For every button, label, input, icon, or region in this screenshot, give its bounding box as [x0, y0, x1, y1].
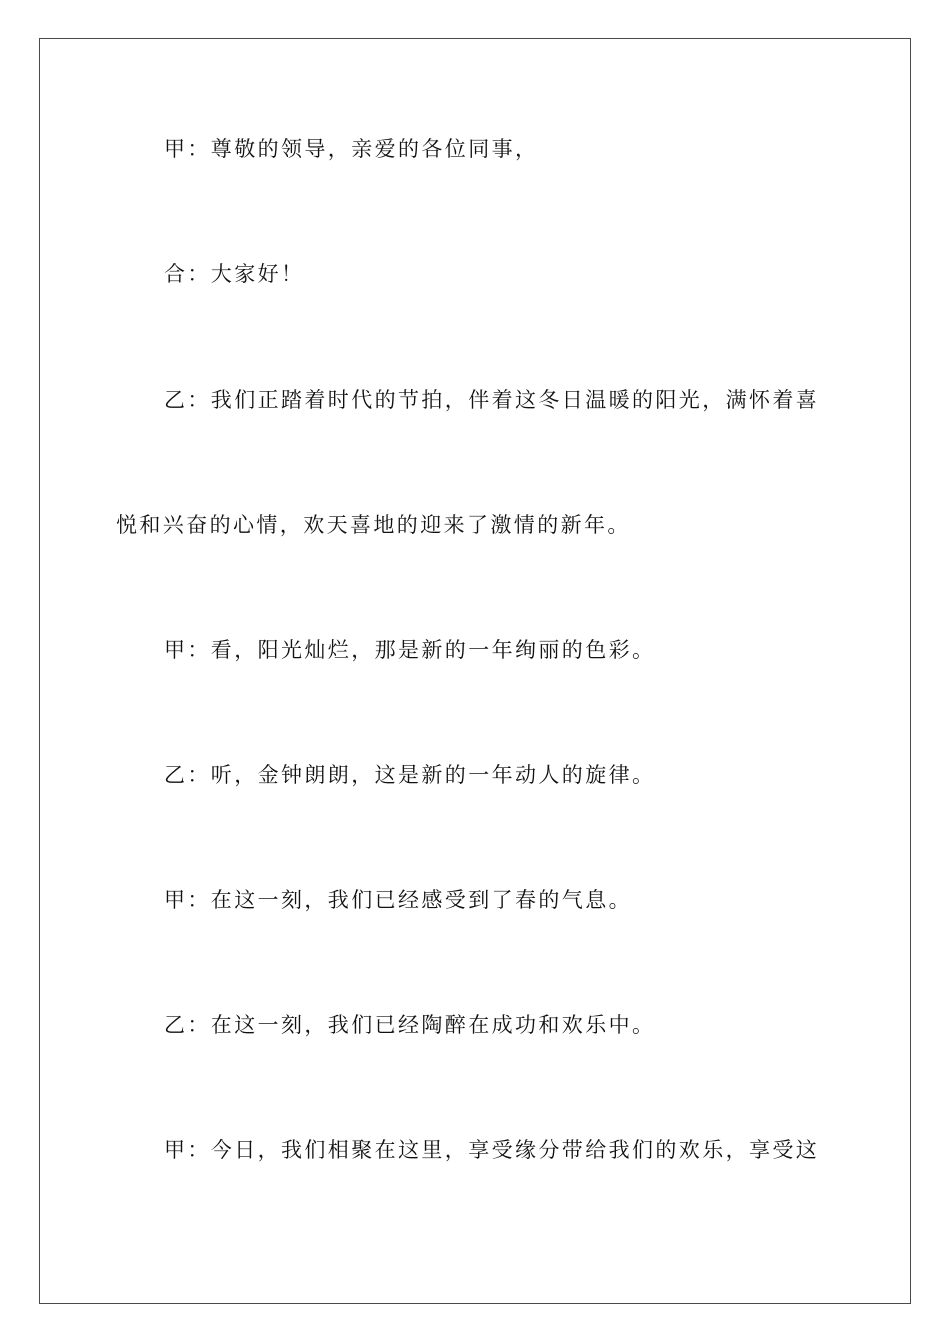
script-line-jia-gathering: 甲：今日，我们相聚在这里，享受缘分带给我们的欢乐，享受这: [164, 1138, 820, 1162]
script-line-he-hello: 合：大家好！: [164, 262, 305, 286]
script-line-jia-greeting: 甲：尊敬的领导，亲爱的各位同事，: [164, 137, 539, 161]
script-line-yi-success: 乙：在这一刻，我们已经陶醉在成功和欢乐中。: [164, 1013, 656, 1037]
script-line-yi-bell: 乙：听，金钟朗朗，这是新的一年动人的旋律。: [164, 763, 656, 787]
script-line-jia-sunshine: 甲：看，阳光灿烂，那是新的一年绚丽的色彩。: [164, 638, 656, 662]
page-border: [39, 38, 911, 1304]
script-line-yi-intro: 乙：我们正踏着时代的节拍，伴着这冬日温暖的阳光，满怀着喜: [164, 388, 820, 412]
script-line-yi-intro-continued: 悦和兴奋的心情，欢天喜地的迎来了激情的新年。: [116, 513, 631, 537]
script-line-jia-spring: 甲：在这一刻，我们已经感受到了春的气息。: [164, 888, 632, 912]
